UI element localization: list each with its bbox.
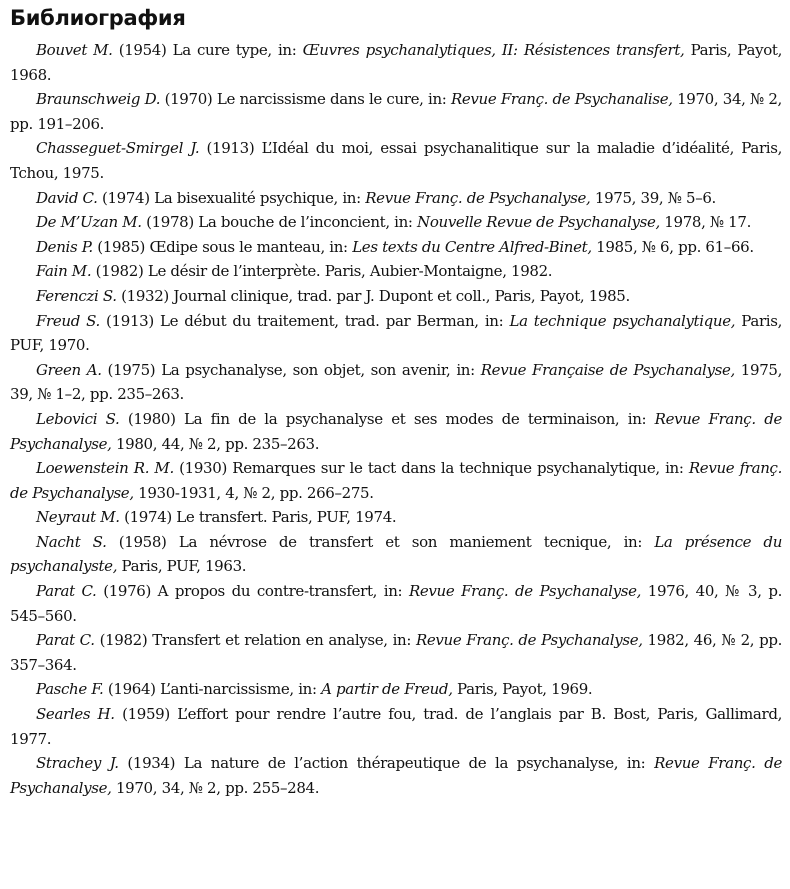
reference-author: Green A.	[36, 360, 102, 379]
reference-entry	[10, 235, 782, 260]
reference-entry	[10, 677, 782, 702]
reference-entry	[10, 38, 782, 87]
reference-author: Bouvet M.	[36, 41, 113, 59]
reference-text: (1982) Le désir de l’interprète. Paris, Aubier-Montaigne, 1982.	[91, 262, 553, 281]
reference-author: Strachey J.	[36, 754, 119, 773]
reference-text: (1913) L’Idéal du moi, essai psychanalitique sur la maladie d’idéalité, Paris, Tchou, 1975.	[10, 139, 782, 182]
reference-source: Revue franç. de Psychanalyse,	[10, 459, 782, 502]
reference-details: 1982, 46, № 2, pp. 357–364.	[10, 631, 782, 674]
reference-entry	[10, 186, 782, 211]
reference-entry	[10, 456, 782, 505]
reference-author: Freud S.	[36, 311, 100, 330]
reference-author: Chasseguet-Smirgel J.	[36, 139, 200, 158]
reference-source: Les texts du Centre Alfred-Binet,	[352, 237, 592, 256]
reference-author: Searles H.	[36, 705, 115, 724]
reference-text: (1964) L’anti-narcissisme, in:	[103, 680, 322, 699]
reference-entry	[10, 702, 782, 751]
reference-details: 1970, 34, № 2, pp. 191–206.	[10, 90, 782, 133]
reference-author: Parat C.	[36, 631, 95, 650]
reference-entry	[10, 309, 782, 358]
reference-list	[10, 38, 782, 800]
reference-text: (1958) La névrose de transfert et son maniement tecnique, in:	[106, 532, 655, 551]
reference-details: 1976, 40, № 3, p. 545–560.	[10, 582, 783, 625]
reference-text: (1985) Œdipe sous le manteau, in:	[92, 237, 353, 256]
reference-author: Parat C.	[36, 582, 97, 601]
reference-entry	[10, 579, 782, 628]
reference-author: Lebovici S.	[36, 409, 120, 428]
reference-source: Revue Française de Psychanalyse,	[480, 360, 735, 379]
reference-text: (1959) L’effort pour rendre l’autre fou, trad. de l’anglais par B. Bost, Paris, Gallimard, 1977.	[10, 705, 782, 748]
reference-text: (1934) La nature de l’action thérapeutique de la psychanalyse, in:	[118, 754, 655, 773]
reference-entry	[10, 210, 782, 235]
reference-source: Revue Franç. de Psychanalyse,	[365, 188, 591, 207]
reference-entry	[10, 628, 782, 677]
reference-author: Nacht S.	[36, 532, 107, 551]
page-title: Библиография	[10, 6, 186, 30]
reference-text: (1954) La cure type, in:	[112, 41, 303, 59]
reference-entry	[10, 87, 782, 136]
reference-entry	[10, 358, 782, 407]
reference-source: La technique psychanalytique,	[509, 311, 736, 330]
reference-text: (1913) Le début du traitement, trad. par Berman, in:	[99, 311, 510, 330]
reference-entry	[10, 284, 782, 309]
reference-author: Denis P.	[36, 237, 93, 256]
reference-author: Neyraut M.	[36, 508, 120, 527]
reference-author: Ferenczi S.	[36, 286, 117, 305]
reference-details: 1930-1931, 4, № 2, pp. 266–275.	[133, 483, 374, 502]
reference-source: Œuvres psychanalytiques, II: Résistences transfert,	[302, 41, 685, 59]
reference-source: A partir de Freud,	[321, 680, 453, 699]
reference-text: (1974) La bisexualité psychique, in:	[97, 188, 366, 207]
reference-author: De M’Uzan M.	[36, 213, 142, 232]
reference-details: 1985, № 6, pp. 61–66.	[591, 237, 754, 256]
reference-source: Revue Franç. de Psychanalyse,	[10, 409, 782, 453]
reference-details: 1975, 39, № 5–6.	[590, 188, 716, 207]
reference-details: Paris, PUF, 1970.	[10, 311, 782, 355]
reference-author: Braunschweig D.	[36, 90, 161, 109]
reference-entry	[10, 407, 782, 456]
reference-text: (1982) Transfert et relation en analyse, in:	[94, 631, 416, 650]
reference-text: (1930) Remarques sur le tact dans la technique psychanalytique, in:	[173, 459, 689, 478]
reference-text: (1978) La bouche de l’inconcient, in:	[141, 213, 418, 232]
reference-details: Paris, PUF, 1963.	[117, 557, 247, 576]
reference-text: (1974) Le transfert. Paris, PUF, 1974.	[119, 508, 397, 527]
reference-details: Paris, Payot, 1968.	[10, 41, 782, 84]
reference-text: (1980) La fin de la psychanalyse et ses modes de terminaison, in:	[119, 409, 655, 428]
reference-author: David C.	[36, 188, 98, 207]
reference-text: (1970) Le narcissisme dans le cure, in:	[160, 90, 451, 109]
reference-entry	[10, 530, 782, 579]
reference-details: 1978, № 17.	[659, 213, 751, 232]
reference-entry	[10, 505, 782, 530]
reference-author: Loewenstein R. M.	[36, 459, 174, 478]
reference-source: Nouvelle Revue de Psychanalyse,	[417, 213, 660, 232]
reference-text: (1976) A propos du contre-transfert, in:	[96, 582, 409, 601]
reference-details: Paris, Payot, 1969.	[452, 680, 593, 699]
reference-source: La présence du psychanalyste,	[10, 532, 782, 576]
reference-details: 1980, 44, № 2, pp. 235–263.	[111, 434, 320, 453]
reference-details: 1970, 34, № 2, pp. 255–284.	[111, 778, 320, 797]
reference-source: Revue Franç. de Psychanalise,	[450, 90, 673, 109]
reference-text: (1975) La psychanalyse, son objet, son avenir, in:	[101, 360, 481, 379]
reference-entry	[10, 136, 782, 185]
reference-source: Revue Franç. de Psychanalyse,	[10, 754, 782, 797]
reference-author: Fain M.	[36, 262, 92, 281]
reference-source: Revue Franç. de Psychanalyse,	[415, 631, 643, 650]
reference-entry	[10, 751, 782, 800]
reference-entry	[10, 259, 782, 284]
reference-source: Revue Franç. de Psychanalyse,	[408, 582, 642, 601]
reference-author: Pasche F.	[36, 680, 104, 699]
reference-details: 1975, 39, № 1–2, pp. 235–263.	[10, 360, 782, 404]
reference-text: (1932) Journal clinique, trad. par J. Dupont et coll., Paris, Payot, 1985.	[116, 286, 630, 305]
